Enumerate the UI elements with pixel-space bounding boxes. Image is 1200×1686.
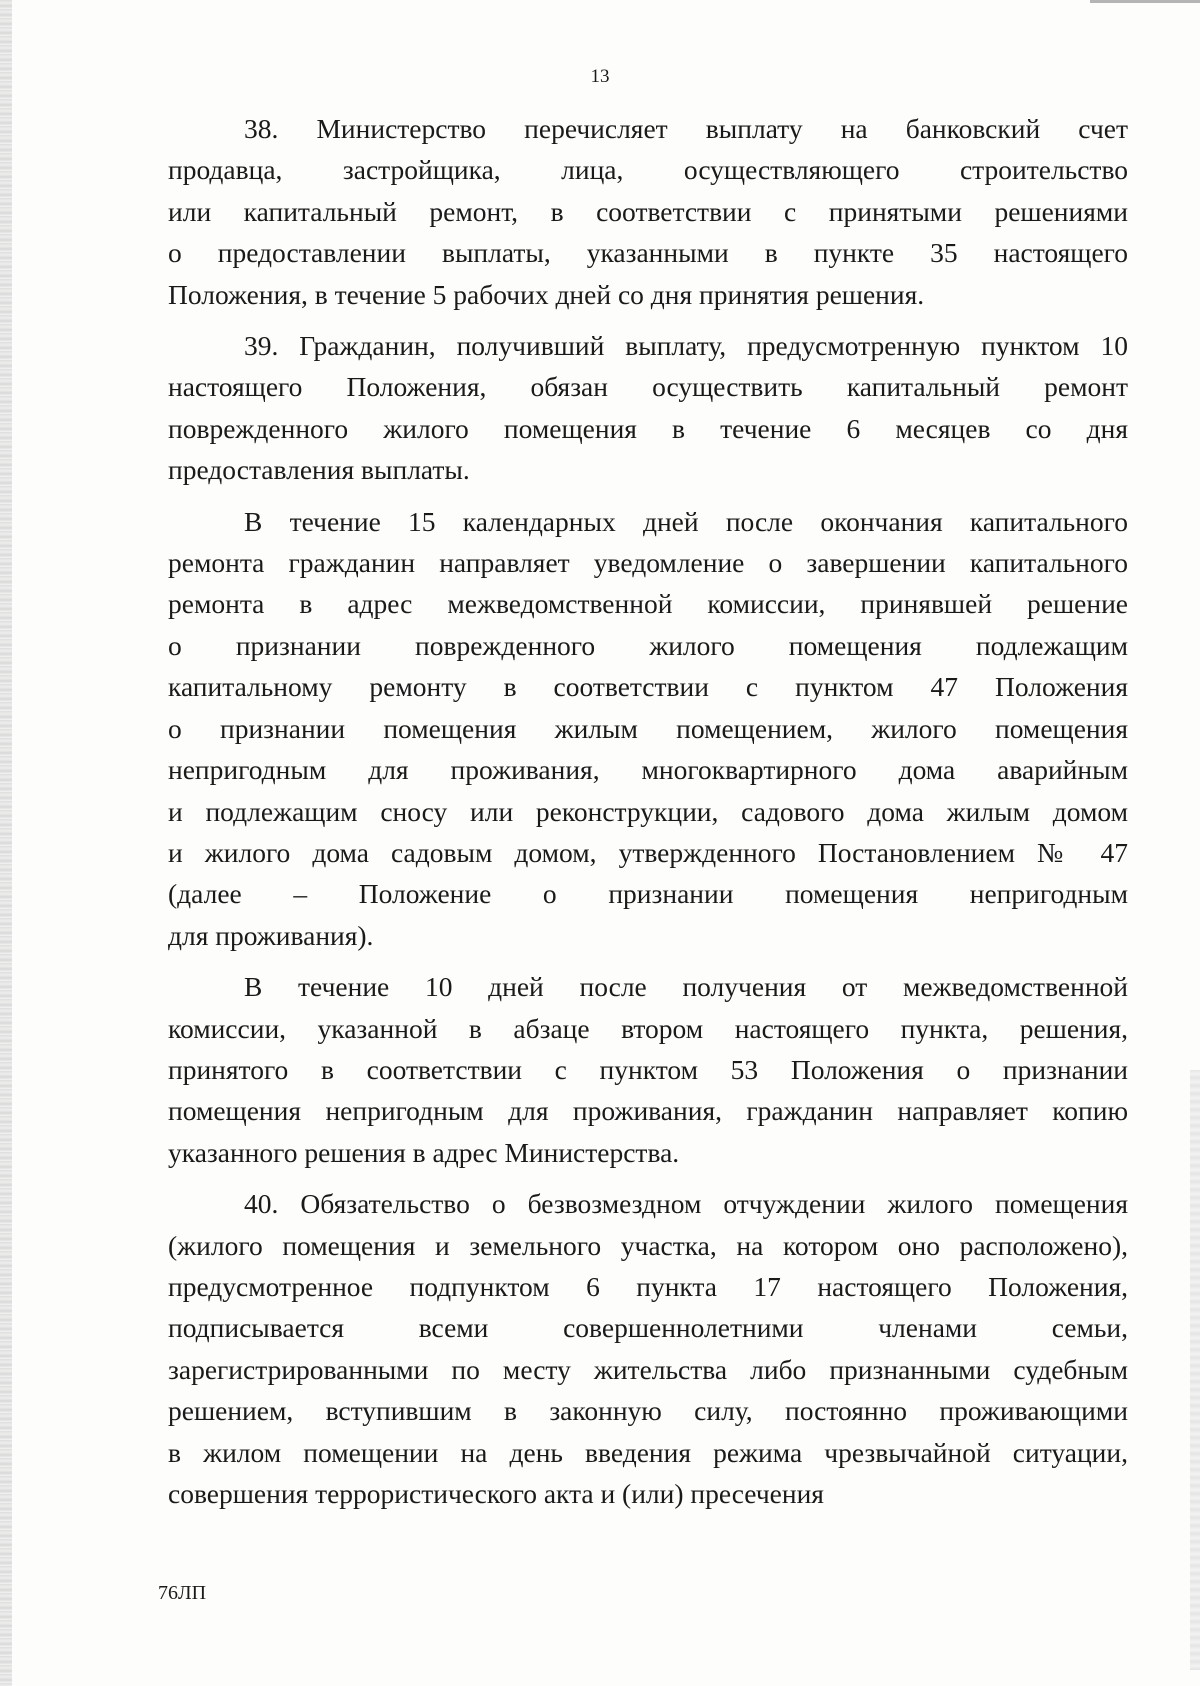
text-line: продавца, застройщика, лица, осуществляющего строительство [168, 154, 1128, 186]
text-line: 39. Гражданин, получивший выплату, предусмотренную пунктом 10 [244, 330, 1128, 362]
text-line: ремонта в адрес межведомственной комиссии, принявшей решение [168, 588, 1128, 620]
page-number: 13 [590, 66, 610, 87]
text-line: указанного решения в адрес Министерства. [168, 1136, 680, 1168]
scan-edge-top [1090, 0, 1200, 3]
text-line: комиссии, указанной в абзаце втором настоящего пункта, решения, [168, 1012, 1128, 1044]
text-line: решением, вступившим в законную силу, постоянно проживающими [168, 1395, 1128, 1427]
text-line: или капитальный ремонт, в соответствии с принятыми решениями [168, 195, 1128, 227]
text-line: 38. Министерство перечисляет выплату на банковский счет [244, 113, 1128, 144]
text-line: предоставления выплаты. [168, 454, 470, 486]
text-line: совершения террористического акта и (или) пресечения [168, 1478, 824, 1509]
text-line: (жилого помещения и земельного участка, на котором оно расположено), [168, 1229, 1128, 1261]
footer-code: 76ЛП [158, 1582, 207, 1604]
document-body [168, 108, 1128, 1514]
scan-edge-left [0, 0, 12, 1686]
text-line: настоящего Положения, обязан осуществить капитальный ремонт [168, 371, 1128, 403]
paragraph-p39-3 [168, 966, 1128, 1173]
text-line: В течение 10 дней после получения от межведомственной [244, 971, 1128, 1003]
paragraph-p38 [168, 108, 1128, 315]
text-line: Положения, в течение 5 рабочих дней со дня принятия решения. [168, 278, 925, 310]
paragraph-p40 [168, 1183, 1128, 1514]
text-line: подписывается всеми совершеннолетними членами семьи, [168, 1312, 1128, 1344]
text-line: 40. Обязательство о безвозмездном отчуждении жилого помещения [244, 1188, 1128, 1220]
text-line: принятого в соответствии с пунктом 53 Положения о признании [168, 1053, 1128, 1085]
text-line: капитальному ремонту в соответствии с пунктом 47 Положения [168, 671, 1128, 703]
scan-edge-right [1190, 1070, 1200, 1670]
text-line: В течение 15 календарных дней после окончания капитального [244, 505, 1128, 537]
text-line: для проживания). [168, 919, 374, 951]
text-line: о признании поврежденного жилого помещения подлежащим [168, 629, 1128, 661]
paragraph-p39-2 [168, 501, 1128, 956]
text-line: о предоставлении выплаты, указанными в пункте 35 настоящего [168, 237, 1128, 269]
text-line: о признании помещения жилым помещением, жилого помещения [168, 712, 1128, 744]
text-line: и подлежащим сносу или реконструкции, садового дома жилым домом [168, 795, 1128, 827]
text-line: зарегистрированными по месту жительства либо признанными судебным [168, 1353, 1128, 1385]
text-line: поврежденного жилого помещения в течение 6 месяцев со дня [168, 412, 1128, 444]
text-line: помещения непригодным для проживания, гражданин направляет копию [168, 1095, 1128, 1127]
text-line: и жилого дома садовым домом, утвержденного Постановлением № 47 [168, 836, 1128, 868]
text-line: непригодным для проживания, многоквартирного дома аварийным [168, 754, 1128, 786]
text-line: ремонта гражданин направляет уведомление о завершении капитального [168, 547, 1128, 579]
paragraph-p39 [168, 325, 1128, 491]
text-line: в жилом помещении на день введения режима чрезвычайной ситуации, [168, 1436, 1128, 1468]
text-line: предусмотренное подпунктом 6 пункта 17 настоящего Положения, [168, 1270, 1128, 1302]
text-line: (далее – Положение о признании помещения непригодным [168, 878, 1128, 910]
